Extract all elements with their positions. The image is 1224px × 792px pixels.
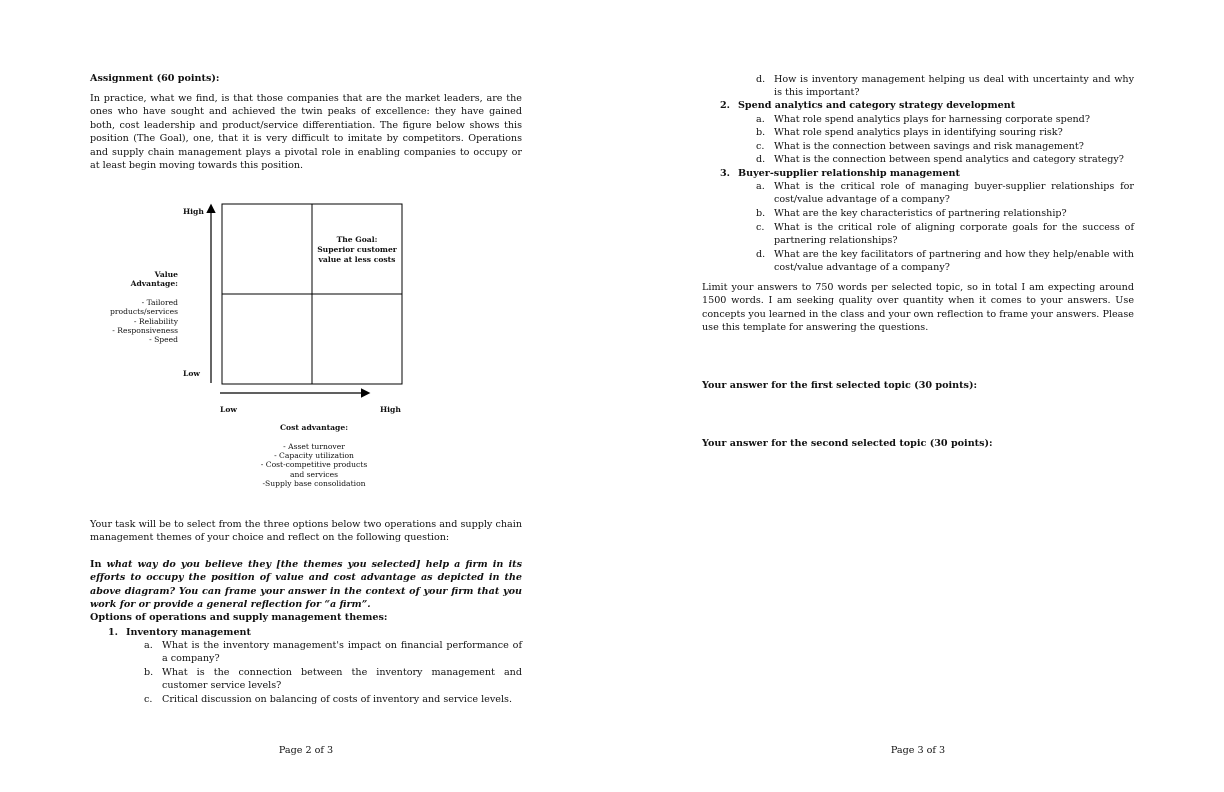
cost-item: -Supply base consolidation xyxy=(262,479,366,488)
theme-title: Buyer-supplier relationship management xyxy=(738,168,960,179)
theme-number: 3. xyxy=(720,168,731,179)
value-item: - Reliability xyxy=(133,317,178,326)
list-marker: a. xyxy=(144,640,153,651)
list-item-text: What role spend analytics plays in identifying souring risk? xyxy=(774,127,1063,138)
cost-advantage-label: Cost advantage: xyxy=(280,423,348,432)
question-prefix: In xyxy=(90,559,107,570)
list-marker: d. xyxy=(756,249,766,260)
value-item: products/services xyxy=(110,307,178,316)
y-axis-low-label: Low xyxy=(183,369,200,378)
cost-item: - Cost-competitive products xyxy=(260,460,368,469)
cost-item: - Capacity utilization xyxy=(274,451,354,460)
list-marker: c. xyxy=(144,694,153,705)
list-marker: a. xyxy=(756,181,765,192)
page-3 xyxy=(612,0,1224,792)
list-item-text: What is the inventory management's impact on financial performance of a company? xyxy=(162,640,522,665)
assignment-title: Assignment (60 points): xyxy=(90,73,220,84)
question-paragraph xyxy=(90,558,522,612)
limit-paragraph: Limit your answers to 750 words per selected topic, so in total I am expecting around 1500 words. I am seeking quality over quantity when it comes to your answers. Use concepts you learned in the class and your own reflection to frame your answers. Please use this template for answering the questions. xyxy=(702,282,1134,334)
list-item-text: What role spend analytics plays for harnessing corporate spend? xyxy=(774,114,1090,125)
list-marker: b. xyxy=(756,208,766,219)
theme-number: 2. xyxy=(720,100,731,111)
list-item-text: What are the key facilitators of partnering and how they help/enable with cost/value advantage of a company? xyxy=(774,249,1134,274)
task-paragraph: Your task will be to select from the three options below two operations and supply chain management themes of your choice and reflect on the following question: xyxy=(90,519,522,544)
list-marker: c. xyxy=(756,141,765,152)
value-item: - Responsiveness xyxy=(112,326,178,335)
value-item: - Tailored xyxy=(141,298,178,307)
page-footer: Page 2 of 3 xyxy=(278,745,334,756)
list-item-text: What is the critical role of aligning corporate goals for the success of partnering relationships? xyxy=(774,222,1134,247)
list-item-text: What is the connection between spend analytics and category strategy? xyxy=(774,154,1124,165)
theme-title: Spend analytics and category strategy development xyxy=(738,100,1016,111)
page-footer: Page 3 of 3 xyxy=(890,745,946,756)
answer-1-heading: Your answer for the first selected topic (30 points): xyxy=(702,380,978,391)
x-axis-low-label: Low xyxy=(220,405,237,414)
goal-label: The Goal: xyxy=(336,235,378,244)
cost-item: and services xyxy=(289,470,339,479)
goal-description-line-2: value at less costs xyxy=(318,255,396,264)
list-item-text: Critical discussion on balancing of costs of inventory and service levels. xyxy=(162,694,512,705)
cost-item: - Asset turnover xyxy=(283,442,345,451)
list-marker: c. xyxy=(756,222,765,233)
goal-description-line-1: Superior customer xyxy=(317,245,397,254)
theme-number: 1. xyxy=(108,627,119,638)
list-marker: d. xyxy=(756,74,766,85)
intro-paragraph: In practice, what we find, is that those companies that are the market leaders, are the ones who have sought and achieved the twin peaks of excellence: they have gained both, cost leadership and product/service differentiation. The figure below shows this position (The Goal), one, that it is very difficult to imitate by competitors. Operations and supply chain management plays a pivotal role in enabling companies to occupy or at least begin moving towards this position. xyxy=(90,93,522,172)
question-text: what way do you believe they [the themes you selected] help a firm in its efforts to occupy the position of value and cost advantage as depicted in the above diagram? You can frame your answer in the context of your firm that you work for or provide a general reflection for “a firm”. xyxy=(90,559,522,611)
value-advantage-label-1: Value xyxy=(154,270,178,279)
list-item-text: How is inventory management helping us deal with uncertainty and why is this important? xyxy=(774,74,1134,99)
list-marker: b. xyxy=(144,667,154,678)
y-axis-high-label: High xyxy=(183,207,204,216)
value-cost-matrix-figure xyxy=(0,0,612,500)
list-marker: b. xyxy=(756,127,766,138)
options-heading: Options of operations and supply management themes: xyxy=(90,612,388,623)
list-item-text: What are the key characteristics of partnering relationship? xyxy=(774,208,1067,219)
x-axis-high-label: High xyxy=(380,405,401,414)
list-item-text: What is the connection between the inventory management and customer service levels? xyxy=(162,667,522,692)
list-marker: a. xyxy=(756,114,765,125)
list-marker: d. xyxy=(756,154,766,165)
value-advantage-label-2: Advantage: xyxy=(130,279,178,288)
list-item-text: What is the connection between savings and risk management? xyxy=(774,141,1084,152)
value-item: - Speed xyxy=(149,335,178,344)
theme-title: Inventory management xyxy=(126,627,251,638)
list-item-text: What is the critical role of managing buyer-supplier relationships for cost/value advantage of a company? xyxy=(774,181,1134,206)
answer-2-heading: Your answer for the second selected topic (30 points): xyxy=(702,438,993,449)
